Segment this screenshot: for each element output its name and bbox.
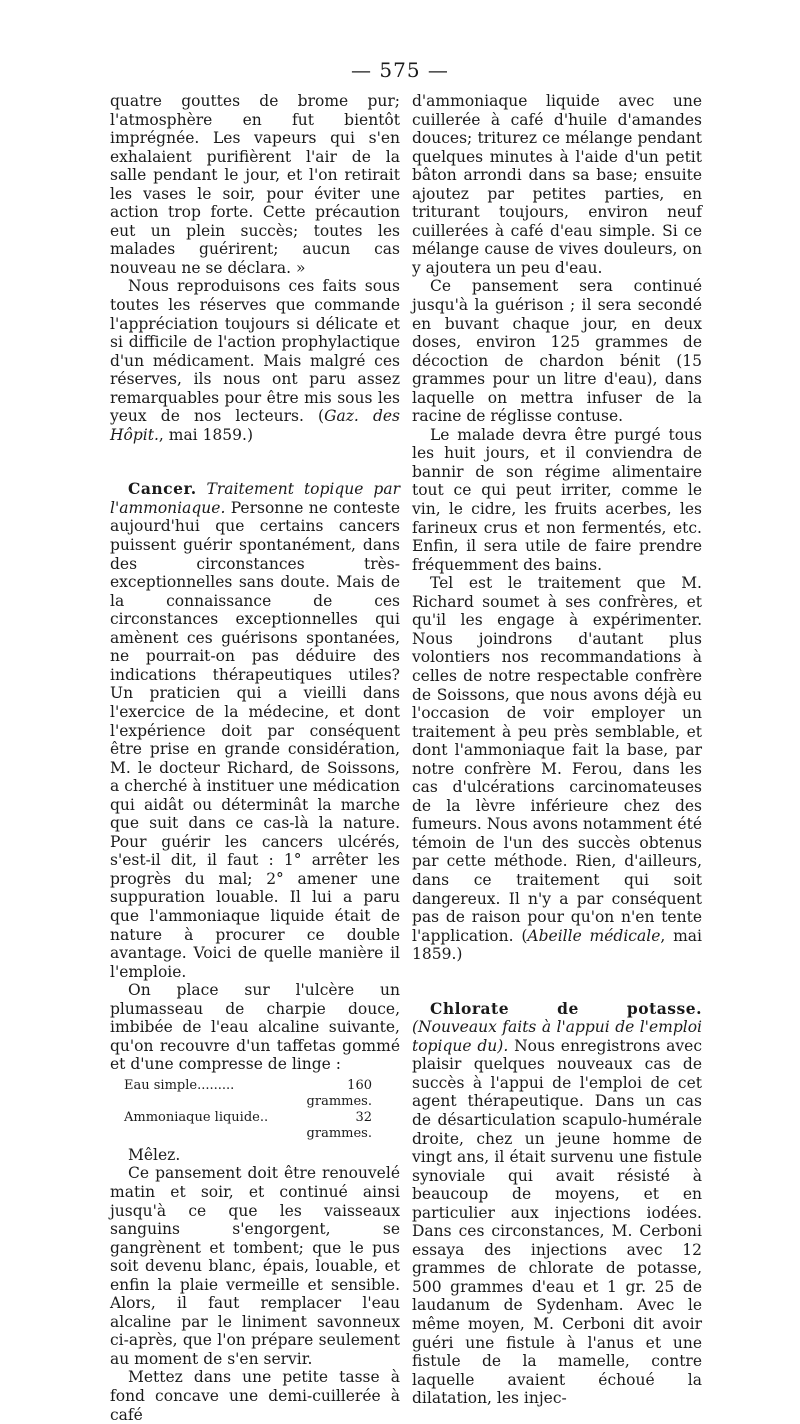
article-chlorate (412, 1000, 702, 1408)
article-title: Chlorate de potasse. (430, 998, 702, 1018)
article-cancer (110, 480, 400, 981)
paragraph: Le malade devra être purgé tous les huit jours, et il conviendra de bannir de son régime alimentaire tout ce qui peut irriter, comme le vin, le cidre, les fruits acerbes, les farineux crus et non fermentés, etc. Enfin, il sera utile de faire prendre fréquemment des bains. (412, 425, 702, 574)
paragraph (412, 574, 702, 963)
recipe-ingredient: Ammoniaque liquide.. (124, 1109, 269, 1125)
paragraph: d'ammoniaque liquide avec une cuillerée à café d'huile d'amandes douces; triturez ce mélange pendant quelques minutes à l'aide d'un petit bâton arrondi dans sa base; ensuite ajoutez par petites parties, en triturant toujours, environ neuf cuillerées à café d'eau simple. Si ce mélange cause de vives douleurs, on y ajoutera un peu d'eau. (412, 92, 702, 277)
citation-date: , mai 1859.) (412, 926, 703, 964)
paragraph: Mettez dans une petite tasse à fond concave une demi-cuillerée à café (110, 1368, 400, 1424)
paragraph-text: Nous enregistrons avec plaisir quelques nouveaux cas de succès à l'appui de l'emploi de cet agent thérapeutique. Dans un cas de désarticulation scapulo-humérale droite, chez un jeune homme de vingt ans, il était survenu une fistule synoviale qui avait résisté à beaucoup de moyens, et en particulier aux injections iodées. Dans ces circonstances, M. Cerboni essaya des injections avec 12 grammes de chlorate de potasse, 500 grammes d'eau et 1 gr. 25 de laudanum de Sydenham. Avec le même moyen, M. Cerboni dit avoir guéri une fistule à l'anus et une fistule de la mamelle, contre laquelle avaient échoué la dilatation, les injec- (412, 1036, 702, 1408)
recipe-quantity: 160 grammes. (306, 1077, 372, 1109)
recipe-quantity: 32 grammes. (306, 1109, 372, 1141)
paragraph-text: Tel est le traitement que M. Richard soumet à ses confrères, et qu'il les engage à expérimenter. Nous joindrons d'autant plus volontiers nos recommandations à celles de notre respectable confrère de Soissons, que nous avons déjà eu l'occasion de voir employer un traitement à peu près semblable, et dont l'ammoniaque fait la base, par notre confrère M. Ferou, dans les cas d'ulcérations carcinomateuses de la lèvre inférieure chez des fumeurs. Nous avons notamment été témoin de l'un des succès obtenus par cette méthode. Rien, d'ailleurs, dans ce traitement qui soit dangereux. Il n'y a par conséquent pas de raison pour qu'on n'en tente l'application. ( (412, 574, 702, 945)
recipe-row (124, 1078, 400, 1110)
page-number: — 575 — (351, 58, 449, 82)
paragraph-text: Personne ne conteste aujourd'hui que certains cancers puissent guérir spontanément, dans des circonstances très-exceptionnelles sans doute. Mais de la connaissance de ces circonstances exceptionnelles qui amènent ces guérisons spontanées, ne pourrait-on pas déduire des indications thérapeutiques utiles? Un praticien qui a vieilli dans l'exercice de la médecine, et dont l'expérience doit par conséquent être prise en grande considération, M. le docteur Richard, de Soissons, a cherché à instituer une médication qui aidât ou déterminât la marche que suit dans ce cas-là la nature. Pour guérir les cancers ulcérés, s'est-il dit, il faut : 1° arrêter les progrès du mal; 2° amener une suppuration louable. Il lui a paru que l'ammoniaque liquide était de nature à procurer ce double avantage. Voici de quelle manière il l'emploie. (110, 498, 400, 981)
paragraph: On place sur l'ulcère un plumasseau de charpie douce, imbibée de l'eau alcaline suivante, qu'on recouvre d'un taffetas gommé et d'une compresse de linge : (110, 981, 400, 1074)
left-column (110, 92, 400, 1424)
recipe-ingredient: Eau simple......... (124, 1077, 235, 1093)
right-column (412, 92, 702, 1408)
paragraph: Ce pansement doit être renouvelé matin et soir, et continué ainsi jusqu'à ce que les vaisseaux sanguins s'engorgent, se gangrènent et tombent; que le pus soit devenu blanc, épais, louable, et enfin la plaie vermeille et sensible. Alors, il faut remplacer l'eau alcaline par le liniment savonneux ci-après, que l'on prépare seulement au moment de s'en servir. (110, 1164, 400, 1368)
recipe-row (124, 1110, 400, 1142)
paragraph: Ce pansement sera continué jusqu'à la guérison ; il sera secondé en buvant chaque jour, en deux doses, environ 125 grammes de décoction de chardon bénit (15 grammes pour un litre d'eau), dans laquelle on mettra infuser de la racine de réglisse contuse. (412, 277, 702, 426)
paragraph: Mêlez. (128, 1145, 181, 1164)
source-citation: Gaz. des Hôpit. (110, 407, 400, 444)
source-citation: Abeille médicale (527, 926, 661, 945)
paragraph-text: Nous reproduisons ces faits sous toutes les réserves que commande l'appréciation toujours si délicate et si difficile de l'action prophylactique d'un médicament. Mais malgré ces réserves, ils nous ont paru assez remarquables pour être mis sous les yeux de nos lecteurs. ( (110, 277, 400, 426)
article-title: Cancer. (128, 479, 197, 499)
paragraph (110, 277, 400, 444)
citation-date: , mai 1859.) (158, 425, 253, 444)
paragraph: quatre gouttes de brome pur; l'atmosphère en fut bientôt imprégnée. Les vapeurs qui s'en exhalaient purifièrent l'air de la salle pendant le jour, et l'on retirait les vases le soir, pour éviter une action trop forte. Cette précaution eut un plein succès; toutes les malades guérirent; aucun cas nouveau ne se déclara. » (110, 92, 400, 277)
article-subtitle: (Nouveaux faits à l'appui de l'emploi topique du). (412, 1018, 702, 1055)
recipe-table (124, 1078, 400, 1142)
article-subtitle: Traitement topique par l'ammoniaque. (110, 480, 400, 517)
